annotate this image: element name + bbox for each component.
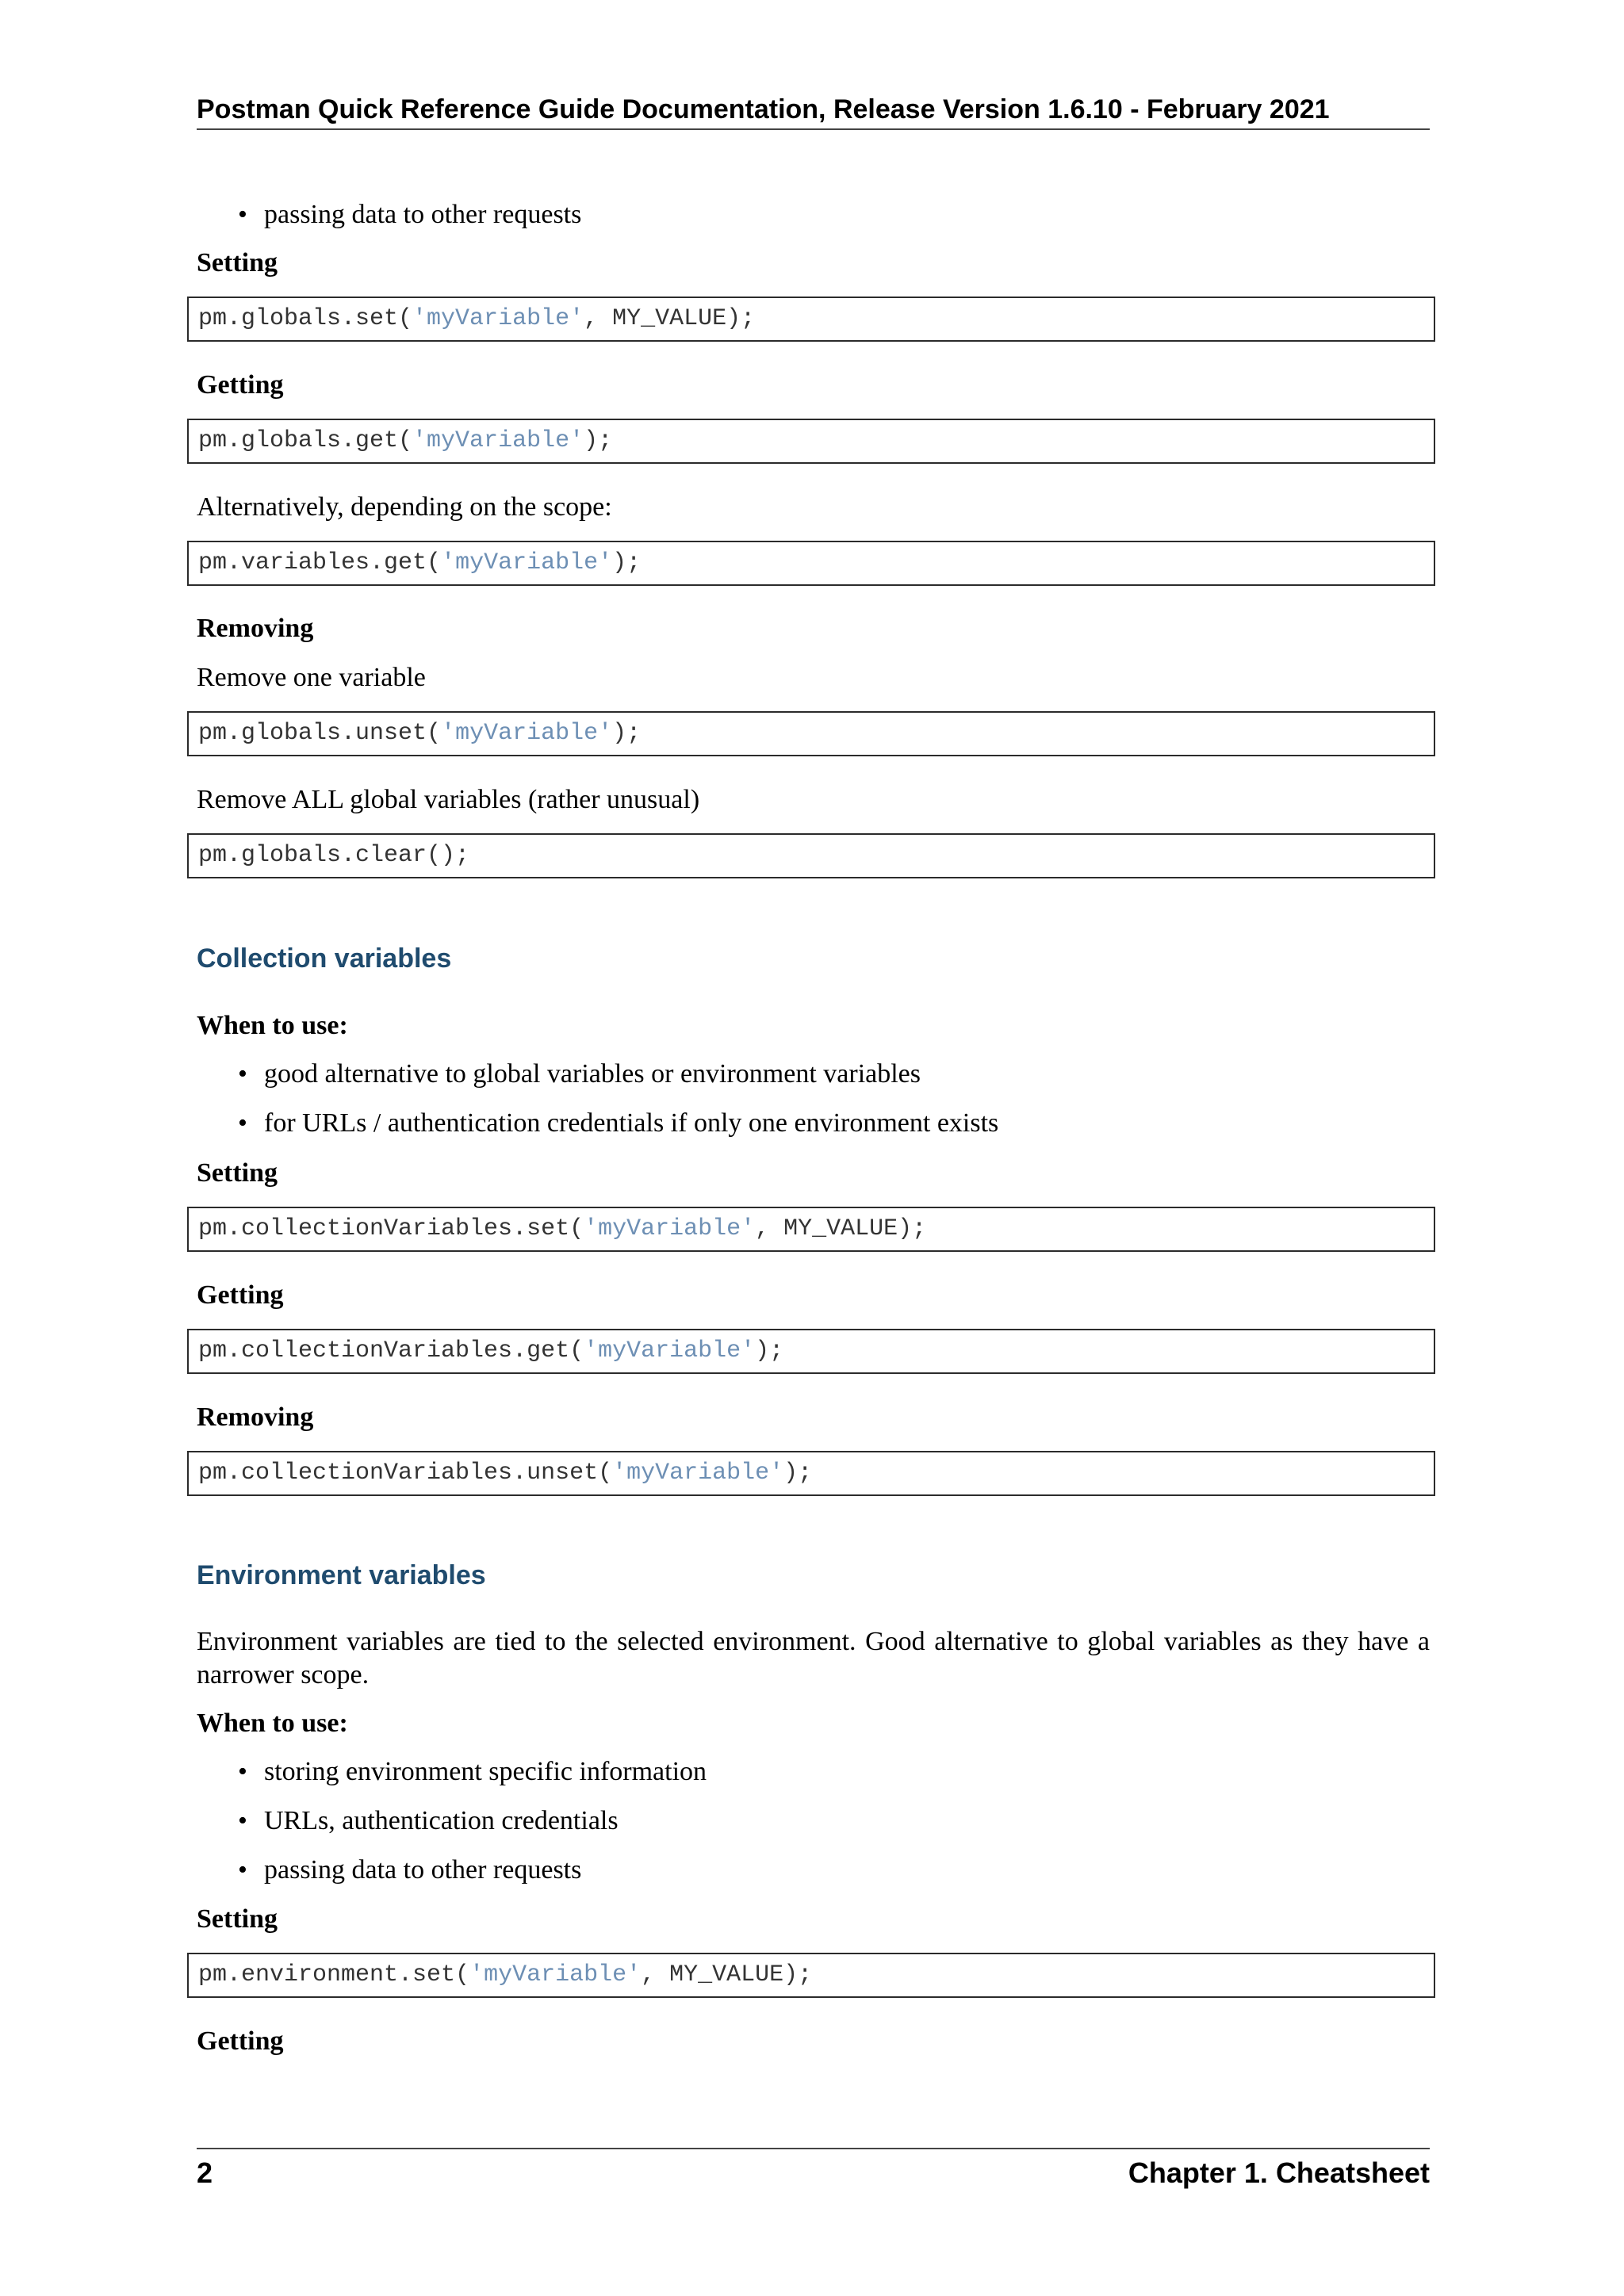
setting-label: Setting [197,1158,278,1188]
list-item: • passing data to other requests [238,1854,581,1887]
bullet-icon: • [238,1108,247,1138]
section-heading-environment-variables[interactable]: Environment variables [197,1560,486,1590]
environment-intro-paragraph: Environment variables are tied to the selected environment. Good alternative to global variables as they have a narrower scope. [197,1627,1430,1689]
when-to-use-label: When to use: [197,1011,348,1040]
code-block-globals-unset: pm.globals.unset('myVariable'); [187,711,1435,756]
list-item: • URLs, authentication credentials [238,1804,619,1838]
removing-label: Removing [197,614,314,643]
header-rule [197,128,1430,130]
list-item: • passing data to other requests [238,198,581,232]
getting-label: Getting [197,370,284,400]
chapter-label: Chapter 1. Cheatsheet [1128,2156,1430,2189]
getting-label: Getting [197,2026,284,2056]
code-block-globals-clear: pm.globals.clear(); [187,833,1435,878]
code-block-environment-set: pm.environment.set('myVariable', MY_VALUE); [187,1953,1435,1998]
removing-label: Removing [197,1402,314,1432]
bullet-icon: • [238,1855,247,1885]
bullet-icon: • [238,1757,247,1786]
when-to-use-label: When to use: [197,1709,348,1738]
bullet-icon: • [238,200,247,229]
setting-label: Setting [197,1904,278,1934]
code-block-globals-set: pm.globals.set('myVariable', MY_VALUE); [187,297,1435,342]
running-header: Postman Quick Reference Guide Documentation, Release Version 1.6.10 - February 2021 [197,94,1330,124]
code-block-globals-get: pm.globals.get('myVariable'); [187,419,1435,464]
section-heading-collection-variables[interactable]: Collection variables [197,943,452,974]
list-item: • for URLs / authentication credentials if only one environment exists [238,1107,998,1140]
code-block-collection-set: pm.collectionVariables.set('myVariable', MY_VALUE); [187,1207,1435,1252]
footer-rule [197,2148,1430,2149]
bullet-icon: • [238,1806,247,1835]
list-item: • good alternative to global variables or environment variables [238,1058,921,1091]
list-item: • storing environment specific information [238,1755,707,1789]
alternative-text: Alternatively, depending on the scope: [197,492,612,522]
getting-label: Getting [197,1280,284,1310]
bullet-icon: • [238,1059,247,1089]
code-block-variables-get: pm.variables.get('myVariable'); [187,541,1435,586]
remove-all-text: Remove ALL global variables (rather unusual) [197,785,700,814]
remove-one-text: Remove one variable [197,663,426,692]
setting-label: Setting [197,248,278,277]
page-number: 2 [197,2156,213,2189]
code-block-collection-unset: pm.collectionVariables.unset('myVariable'); [187,1451,1435,1496]
code-block-collection-get: pm.collectionVariables.get('myVariable'); [187,1329,1435,1374]
